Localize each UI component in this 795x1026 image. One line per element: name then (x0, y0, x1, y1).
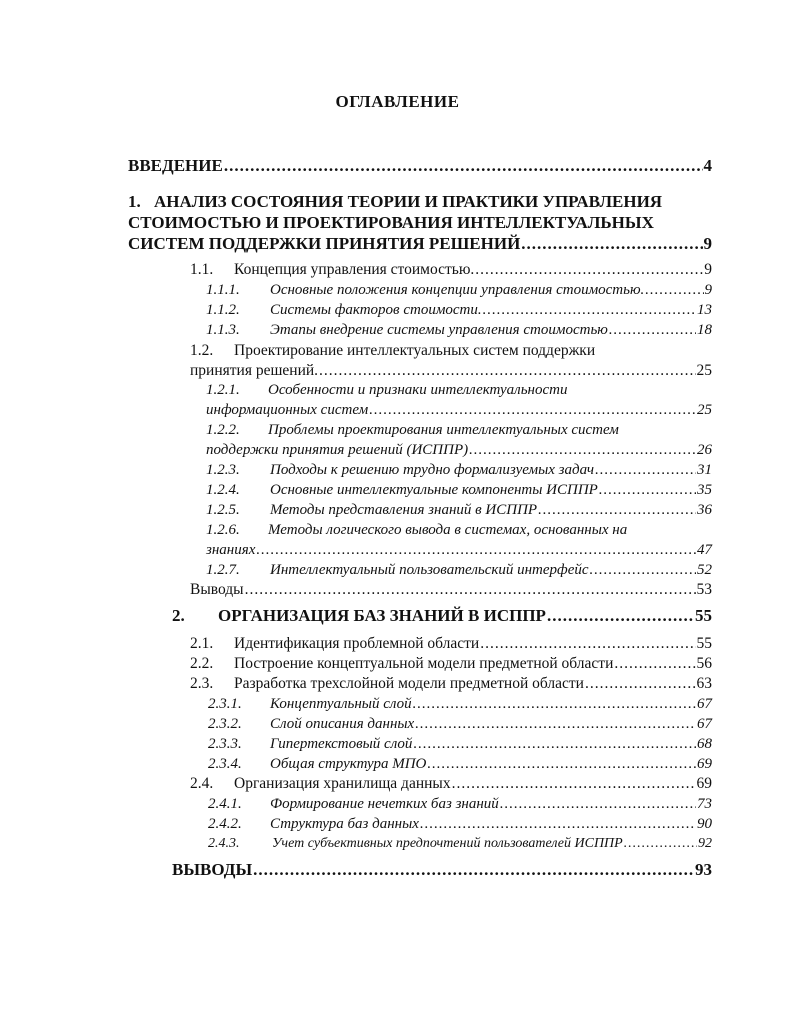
toc-entry-number: 2.4.2. (208, 816, 242, 832)
toc-dot-leader (645, 280, 703, 300)
toc-entry-text: Гипертекстовый слой (270, 736, 413, 752)
toc-entry-number: 2.1. (190, 635, 214, 652)
toc-page-number: 47 (697, 542, 712, 558)
toc-dot-leader (427, 754, 696, 774)
toc-entry-text: Формирование нечетких баз знаний (270, 796, 499, 812)
toc-page-number: 4 (703, 156, 712, 175)
toc-entry-text: Организация хранилища данных (234, 775, 451, 792)
toc-dot-leader (521, 234, 702, 254)
toc-entry-text: Учет субъективных предпочтений пользователей ИСППР (272, 836, 623, 851)
toc-entry-text: Интеллектуальный пользовательский интерфейс (270, 562, 589, 578)
toc-page-number: 36 (697, 502, 712, 518)
toc-entry-text: Выводы (190, 581, 244, 598)
toc-dot-leader (224, 156, 703, 176)
toc-entry-number: 2.3.1. (208, 696, 242, 712)
toc-entry-text: Общая структура МПО (270, 756, 427, 772)
toc-page-number: 69 (696, 775, 712, 792)
toc-chapter-1-line3[interactable] (128, 234, 712, 254)
toc-entry-1-2-1-line1[interactable] (206, 380, 567, 400)
toc-entry-number: 1.2.6. (206, 522, 240, 538)
toc-dot-leader (413, 734, 696, 754)
toc-entry-number: 2. (172, 606, 185, 625)
toc-dot-leader (599, 480, 696, 500)
toc-entry-1-2-line1[interactable] (190, 341, 595, 361)
toc-entry-intro[interactable] (128, 156, 712, 176)
toc-page-number: 25 (696, 362, 712, 379)
toc-dot-leader (547, 606, 694, 626)
toc-entry-number: 1.1.3. (206, 322, 240, 338)
toc-dot-leader (500, 794, 696, 814)
toc-page-number: 67 (697, 696, 712, 712)
toc-entry-2-3-4[interactable] (208, 754, 712, 774)
toc-entry-2-1[interactable] (190, 634, 712, 654)
toc-entry-1-1-2[interactable] (206, 300, 712, 320)
toc-page-number: 31 (697, 462, 712, 478)
toc-entry-text: ВВЕДЕНИЕ (128, 156, 223, 175)
toc-entry-1-2-line2[interactable] (190, 361, 712, 381)
toc-page-number: 90 (697, 816, 712, 832)
toc-entry-number: 1.2.3. (206, 462, 240, 478)
toc-entry-number: 1. (128, 192, 141, 211)
toc-entry-number: 2.4.3. (208, 836, 240, 851)
toc-dot-leader (369, 400, 696, 420)
toc-dot-leader (256, 540, 696, 560)
toc-entry-number: 2.4.1. (208, 796, 242, 812)
toc-page-number: 25 (697, 402, 712, 418)
toc-dot-leader (624, 834, 697, 854)
toc-entry-1-2-6-line1[interactable] (206, 520, 627, 540)
toc-page-number: 52 (697, 562, 712, 578)
toc-chapter-1-line1[interactable] (128, 192, 662, 212)
toc-entry-number: 1.2.5. (206, 502, 240, 518)
toc-entry-text: Концептуальный слой (270, 696, 412, 712)
toc-page-number: 68 (697, 736, 712, 752)
toc-entry-2-3-1[interactable] (208, 694, 712, 714)
toc-entry-text: Построение концептуальной модели предметной области (234, 655, 614, 672)
toc-dot-leader (538, 500, 696, 520)
toc-dot-leader (475, 260, 703, 280)
toc-dot-leader (483, 300, 696, 320)
toc-entry-conclusions-2[interactable] (172, 860, 712, 880)
toc-entry-text: Концепция управления стоимостью. (234, 261, 475, 278)
toc-entry-1-2-5[interactable] (206, 500, 712, 520)
toc-entry-text: ВЫВОДЫ (172, 860, 253, 879)
toc-entry-text: ОРГАНИЗАЦИЯ БАЗ ЗНАНИЙ В ИСППР (218, 606, 546, 625)
toc-entry-text: Подходы к решению трудно формализуемых задач (270, 462, 595, 478)
toc-entry-text: Структура баз данных (270, 816, 419, 832)
toc-entry-text: Основные интеллектуальные компоненты ИСППР (270, 482, 598, 498)
toc-dot-leader (420, 814, 696, 834)
toc-entry-conclusions-1[interactable] (190, 580, 712, 600)
toc-page-number: 73 (697, 796, 712, 812)
toc-entry-number: 1.1. (190, 261, 214, 278)
toc-page-number: 93 (695, 860, 712, 879)
toc-dot-leader (452, 774, 696, 794)
toc-dot-leader (253, 860, 694, 880)
toc-page-number: 9 (704, 282, 712, 298)
toc-dot-leader (614, 654, 695, 674)
toc-entry-text: Слой описания данных (270, 716, 415, 732)
toc-entry-number: 1.2.2. (206, 422, 240, 438)
toc-entry-number: 1.2.7. (206, 562, 240, 578)
toc-entry-2-2[interactable] (190, 654, 712, 674)
toc-entry-2-4-3[interactable] (208, 834, 712, 854)
toc-page-number: 26 (697, 442, 712, 458)
toc-page-number: 35 (697, 482, 712, 498)
toc-dot-leader (413, 694, 696, 714)
page-title: ОГЛАВЛЕНИЕ (335, 92, 460, 111)
toc-entry-1-2-1-line2[interactable] (206, 400, 712, 420)
toc-entry-text: Этапы внедрение системы управления стоимостью (270, 322, 608, 338)
toc-entry-number: 1.2.1. (206, 382, 240, 398)
toc-page-number: 92 (698, 836, 712, 851)
toc-dot-leader (245, 580, 696, 600)
toc-dot-leader (590, 560, 696, 580)
toc-entry-text: Разработка трехслойной модели предметной области (234, 675, 584, 692)
toc-entry-2-4-1[interactable] (208, 794, 712, 814)
toc-dot-leader (585, 674, 696, 694)
toc-entry-text: Идентификация проблемной области (234, 635, 480, 652)
toc-entry-number: 2.4. (190, 775, 214, 792)
toc-entry-text: поддержки принятия решений (ИСППР) (206, 442, 469, 458)
toc-entry-number: 1.1.1. (206, 282, 240, 298)
toc-dot-leader (480, 634, 695, 654)
toc-page-number: 9 (703, 234, 712, 253)
toc-entry-text: АНАЛИЗ СОСТОЯНИЯ ТЕОРИИ И ПРАКТИКИ УПРАВЛЕНИЯ (154, 192, 663, 211)
toc-entry-number: 2.2. (190, 655, 214, 672)
toc-page-number: 55 (696, 635, 712, 652)
toc-entry-text: информационных систем (206, 402, 369, 418)
toc-entry-text: Особенности и признаки интеллектуальности (268, 382, 568, 398)
toc-entry-text: Проектирование интеллектуальных систем поддержки (234, 342, 596, 359)
toc-page-number: 13 (697, 302, 712, 318)
toc-entry-text: Системы факторов стоимости. (270, 302, 482, 318)
toc-page-number: 63 (696, 675, 712, 692)
toc-entry-1-2-6-line2[interactable] (206, 540, 712, 560)
toc-entry-text: Проблемы проектирования интеллектуальных систем (268, 422, 619, 438)
toc-entry-2-3[interactable] (190, 674, 712, 694)
toc-dot-leader (595, 460, 696, 480)
toc-entry-2-4[interactable] (190, 774, 712, 794)
toc-entry-text: принятия решений. (190, 362, 319, 379)
toc-page-number: 56 (696, 655, 712, 672)
toc-page-number: 69 (697, 756, 712, 772)
toc-entry-1-2-3[interactable] (206, 460, 712, 480)
toc-entry-1-2-7[interactable] (206, 560, 712, 580)
toc-entry-text: Методы представления знаний в ИСППР (270, 502, 538, 518)
toc-entry-number: 1.2. (190, 342, 214, 359)
toc-entry-1-1-1[interactable] (206, 280, 712, 300)
toc-entry-2-3-3[interactable] (208, 734, 712, 754)
toc-entry-1-1-3[interactable] (206, 320, 712, 340)
toc-dot-leader (609, 320, 696, 340)
toc-chapter-2[interactable] (172, 606, 712, 626)
toc-entry-number: 2.3.4. (208, 756, 242, 772)
toc-entry-text: Методы логического вывода в системах, основанных на (268, 522, 628, 538)
toc-dot-leader (469, 440, 696, 460)
toc-entry-number: 1.1.2. (206, 302, 240, 318)
toc-page-number: 53 (696, 581, 712, 598)
toc-entry-number: 2.3.3. (208, 736, 242, 752)
toc-dot-leader (319, 361, 695, 381)
toc-chapter-1-line2: СТОИМОСТЬЮ И ПРОЕКТИРОВАНИЯ ИНТЕЛЛЕКТУАЛЬНЫХ (128, 213, 654, 232)
toc-entry-number: 1.2.4. (206, 482, 240, 498)
toc-page-number: 9 (704, 261, 712, 278)
toc-entry-number: 2.3.2. (208, 716, 242, 732)
toc-entry-2-3-2[interactable] (208, 714, 712, 734)
toc-entry-number: 2.3. (190, 675, 214, 692)
toc-dot-leader (415, 714, 696, 734)
toc-page-number: 18 (697, 322, 712, 338)
toc-entry-text: СИСТЕМ ПОДДЕРЖКИ ПРИНЯТИЯ РЕШЕНИЙ (128, 234, 521, 253)
toc-entry-1-1[interactable] (190, 260, 712, 280)
toc-entry-1-2-2-line2[interactable] (206, 440, 712, 460)
toc-entry-text: знаниях (206, 542, 256, 558)
toc-entry-2-4-2[interactable] (208, 814, 712, 834)
toc-entry-1-2-2-line1[interactable] (206, 420, 619, 440)
toc-page-number: 67 (697, 716, 712, 732)
toc-entry-1-2-4[interactable] (206, 480, 712, 500)
toc-page-number: 55 (695, 606, 712, 625)
toc-entry-text: Основные положения концепции управления стоимостью. (270, 282, 645, 298)
